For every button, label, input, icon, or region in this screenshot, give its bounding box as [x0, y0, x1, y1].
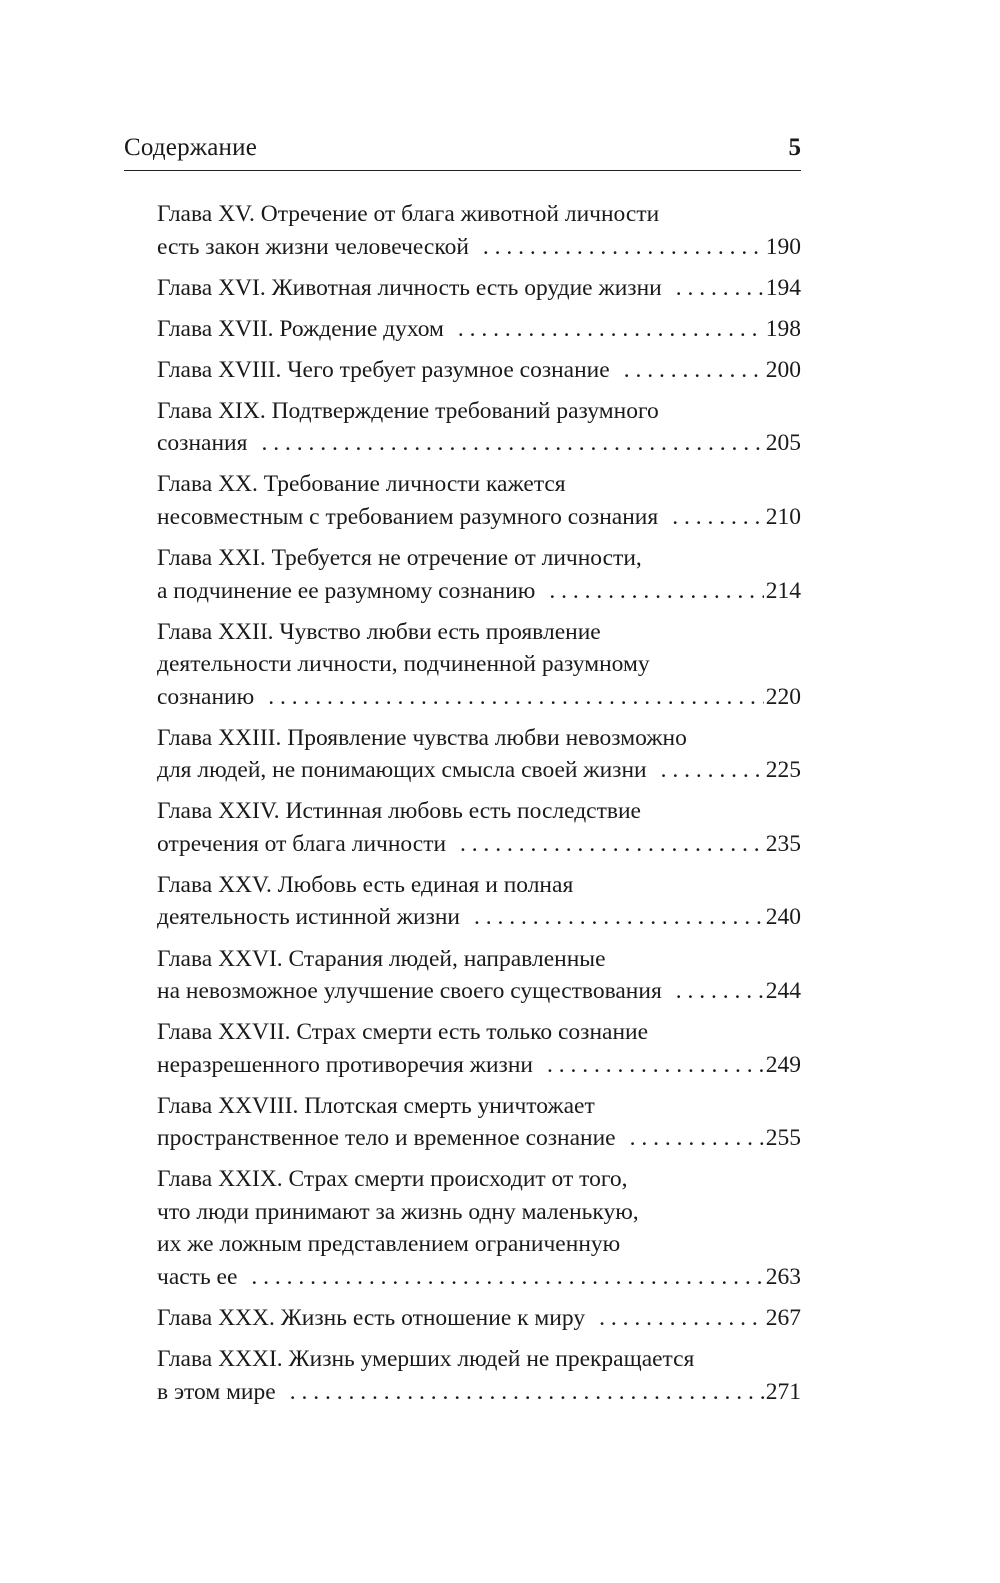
toc-entry-line: Глава XXIX. Страх смерти происходит от того, [157, 1166, 628, 1193]
toc-page-number: 214 [765, 577, 801, 604]
toc-entry-last-line [157, 427, 801, 460]
toc-entry-last-line [157, 501, 801, 534]
dot-leader [549, 575, 763, 608]
header-page-number: 5 [788, 134, 801, 161]
table-of-contents [157, 198, 801, 1417]
dot-leader [599, 1302, 764, 1335]
toc-entry-line: Глава XXII. Чувство любви есть проявление [157, 618, 601, 645]
toc-page-number: 240 [765, 904, 801, 931]
toc-entry [157, 354, 801, 387]
toc-entry [157, 1343, 801, 1408]
toc-page-number: 235 [765, 830, 801, 857]
dot-leader [483, 231, 764, 264]
toc-entry-line: Глава XXVIII. Плотская смерть уничтожает [157, 1092, 595, 1119]
toc-entry [157, 395, 801, 460]
toc-page-number: 210 [765, 503, 801, 530]
toc-entry-line: их же ложным представлением ограниченную [157, 1231, 621, 1258]
dot-leader [290, 1376, 764, 1409]
running-header [124, 134, 801, 171]
toc-entry-line: Глава XXIV. Истинная любовь есть последствие [157, 798, 641, 825]
toc-entry-line: для людей, не понимающих смысла своей жизни [157, 757, 647, 784]
toc-entry-line: деятельность истинной жизни [157, 904, 460, 931]
dot-leader [460, 828, 764, 861]
toc-entry-line: Глава XXXI. Жизнь умерших людей не прекращается [157, 1346, 695, 1372]
toc-entry-line: Глава XXVII. Страх смерти есть только сознание [157, 1019, 649, 1046]
toc-entry-line: Глава XIX. Подтверждение требований разумного [157, 397, 659, 424]
toc-entry-last-line [157, 1261, 801, 1294]
toc-entry-line: Глава XXV. Любовь есть единая и полная [157, 871, 574, 898]
toc-entry-line: сознанию [157, 683, 255, 710]
toc-entry-line: Глава XV. Отречение от блага животной личности [157, 201, 660, 227]
toc-entry [157, 1302, 801, 1335]
toc-page-number: 249 [765, 1051, 801, 1078]
toc-entry-line: Глава XX. Требование личности кажется [157, 471, 566, 498]
dot-leader [547, 1049, 764, 1082]
toc-entry [157, 542, 801, 607]
dot-leader [251, 1261, 763, 1294]
toc-entry [157, 272, 801, 305]
toc-entry-line: Глава XXI. Требуется не отречение от личности, [157, 545, 642, 572]
dot-leader [630, 1122, 764, 1155]
toc-entry-last-line [157, 828, 801, 861]
toc-entry-last-line [157, 231, 801, 264]
toc-entry-line: Глава XVIII. Чего требует разумное сознание [157, 356, 610, 383]
toc-entry [157, 1090, 801, 1155]
toc-entry-last-line [157, 272, 801, 305]
dot-leader [676, 272, 764, 305]
toc-entry-last-line [157, 1376, 801, 1409]
toc-entry-line: в этом мире [157, 1378, 276, 1405]
toc-entry-line: Глава XVI. Животная личность есть орудие жизни [157, 274, 662, 301]
dot-leader [672, 501, 764, 534]
toc-entry-line: на невозможное улучшение своего существования [157, 978, 662, 1005]
toc-entry-line: часть ее [157, 1263, 238, 1290]
toc-entry-line: Глава XXVI. Старания людей, направленные [157, 945, 606, 972]
toc-page-number: 225 [765, 757, 801, 784]
toc-page-number: 244 [765, 978, 801, 1005]
toc-entry [157, 869, 801, 934]
toc-entry-last-line [157, 575, 801, 608]
toc-entry [157, 468, 801, 533]
toc-entry-line: Глава XVII. Рождение духом [157, 315, 444, 342]
toc-page-number: 198 [765, 315, 801, 342]
toc-page-number: 200 [765, 356, 801, 383]
toc-entry [157, 616, 801, 714]
toc-page-number: 263 [765, 1263, 801, 1290]
toc-page-number: 271 [765, 1378, 801, 1405]
header-title: Содержание [124, 134, 257, 161]
dot-leader [676, 975, 764, 1008]
toc-entry-line: что люди принимают за жизнь одну маленькую, [157, 1198, 639, 1225]
toc-entry [157, 198, 801, 263]
toc-entry [157, 943, 801, 1008]
toc-entry-line: несовместным с требованием разумного сознания [157, 503, 659, 530]
toc-entry-last-line [157, 901, 801, 934]
toc-entry-line: Глава XXX. Жизнь есть отношение к миру [157, 1304, 586, 1331]
toc-page-number: 220 [765, 683, 801, 710]
toc-page-number: 194 [765, 274, 801, 301]
toc-entry-last-line [157, 354, 801, 387]
dot-leader [268, 681, 764, 714]
toc-entry [157, 722, 801, 787]
toc-entry-line: неразрешенного противоречия жизни [157, 1051, 533, 1078]
toc-page-number: 267 [765, 1304, 801, 1331]
toc-entry [157, 1016, 801, 1081]
dot-leader [474, 901, 764, 934]
toc-entry-last-line [157, 1049, 801, 1082]
dot-leader [661, 754, 764, 787]
dot-leader [261, 427, 763, 460]
toc-entry-last-line [157, 1122, 801, 1155]
dot-leader [624, 354, 764, 387]
toc-entry [157, 1163, 801, 1293]
dot-leader [458, 313, 764, 346]
toc-entry [157, 795, 801, 860]
toc-entry-last-line [157, 681, 801, 714]
toc-entry-last-line [157, 975, 801, 1008]
toc-entry-line: отречения от блага личности [157, 830, 447, 857]
toc-entry-line: Глава XXIII. Проявление чувства любви невозможно [157, 724, 687, 751]
toc-entry-line: есть закон жизни человеческой [157, 233, 469, 260]
toc-entry-last-line [157, 1302, 801, 1335]
toc-entry-last-line [157, 754, 801, 787]
toc-page-number: 190 [765, 233, 801, 260]
toc-page-number: 255 [765, 1125, 801, 1152]
toc-entry-last-line [157, 313, 801, 346]
toc-entry-line: деятельности личности, подчиненной разумному [157, 651, 650, 678]
toc-entry-line: а подчинение ее разумному сознанию [157, 577, 536, 604]
toc-entry [157, 313, 801, 346]
toc-entry-line: пространственное тело и временное сознание [157, 1125, 616, 1152]
toc-entry-line: сознания [157, 430, 248, 457]
toc-page-number: 205 [765, 430, 801, 457]
